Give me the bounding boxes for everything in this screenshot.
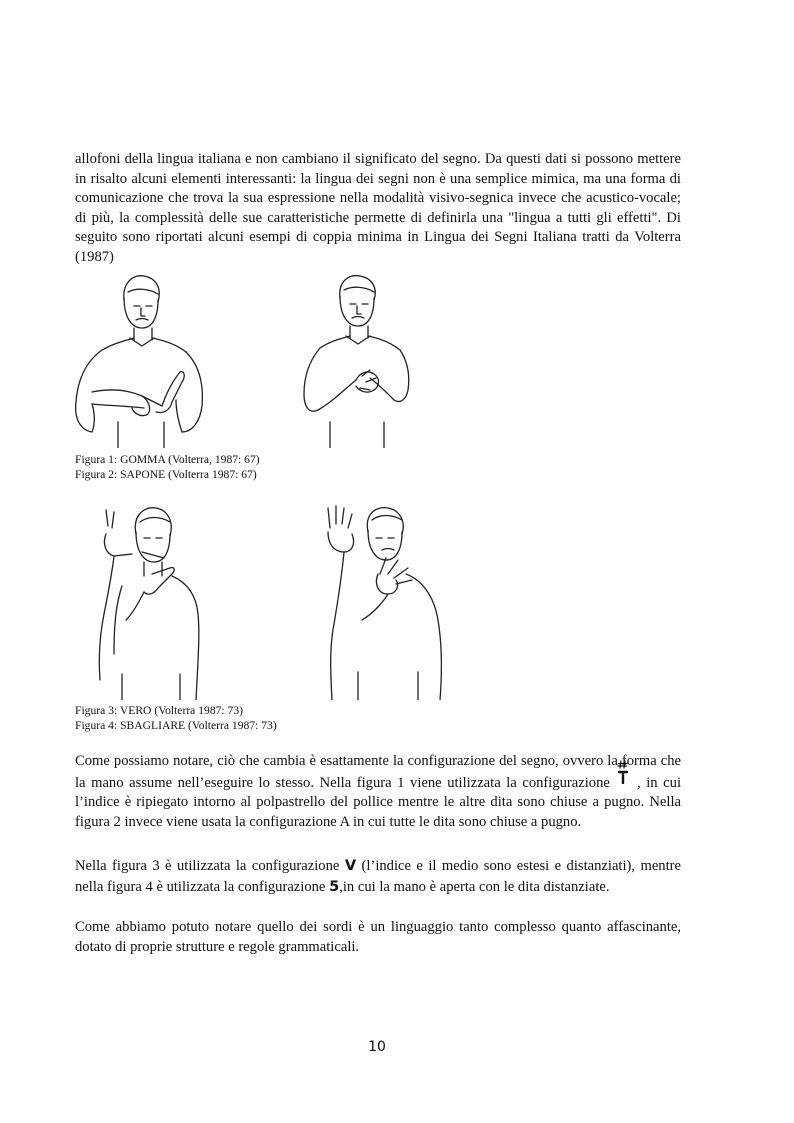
- handshape-t-sharp-icon: [617, 772, 629, 788]
- figures-3-4-text-3: ,in cui la mano è aperta con le dita distanziate.: [339, 878, 610, 895]
- page-number: 10: [368, 1039, 386, 1055]
- handshape-v-symbol: V: [344, 857, 357, 874]
- figures-3-4-text-2: (l’indice e il medio sono estesi e distanziati), mentre nella figura 4 è utilizzata la configurazione: [75, 858, 681, 895]
- figures-3-4-paragraph: [75, 856, 681, 897]
- figures-3-4-text-1: Nella figura 3 è utilizzata la configurazione: [75, 858, 345, 874]
- handshape-5-symbol: 5: [329, 877, 340, 895]
- conclusion-paragraph: Come abbiamo potuto notare quello dei sordi è un linguaggio tanto complesso quanto affascinante, dotato di proprie strutture e regole grammaticali.: [75, 919, 681, 955]
- caption-figure-1: Figura 1: GOMMA (Volterra, 1987: 67): [75, 453, 260, 466]
- caption-figure-2: Figura 2: SAPONE (Volterra 1987: 67): [75, 468, 257, 481]
- figure-sbagliare-illustration: [322, 504, 454, 700]
- figure-sapone-illustration: [300, 272, 412, 448]
- figure-vero-illustration: [92, 504, 212, 700]
- configuration-text-2: , in cui l’indice è ripiegato intorno al polpastrello del pollice mentre le altre dita sono chiuse a pugno. Nella figura 2 invece viene usata la configurazione A in cui tutte le dita sono chiuse a pugno.: [75, 774, 681, 830]
- figure-captions-1-2: [75, 452, 260, 482]
- intro-paragraph: allofoni della lingua italiana e non cambiano il significato del segno. Da questi dati si possono mettere in risalto alcuni elementi interessanti: la lingua dei segni non è una semplice mimica, ma una forma di comunicazione che trova la sua espressione nella modalità visivo-segnica invece che acustico-vocale; di più, la complessità delle sue caratteristiche permette di definirla una "lingua a tutti gli effetti". Di seguito sono riportati alcuni esempi di coppia minima in Lingua dei Segni Italiana tratti da Volterra (1987): [75, 151, 681, 265]
- caption-figure-3: Figura 3: VERO (Volterra 1987: 73): [75, 704, 243, 717]
- caption-figure-4: Figura 4: SBAGLIARE (Volterra 1987: 73): [75, 719, 277, 732]
- figure-gomma-illustration: [72, 272, 208, 448]
- configuration-text-1: Come possiamo notare, ciò che cambia è esattamente la configurazione del segno, ovvero la forma che la mano assume nell’eseguire lo stesso. Nella figura 1 viene utilizzata la configurazione: [75, 753, 681, 791]
- figure-captions-3-4: [75, 703, 277, 733]
- configuration-paragraph: [75, 752, 681, 832]
